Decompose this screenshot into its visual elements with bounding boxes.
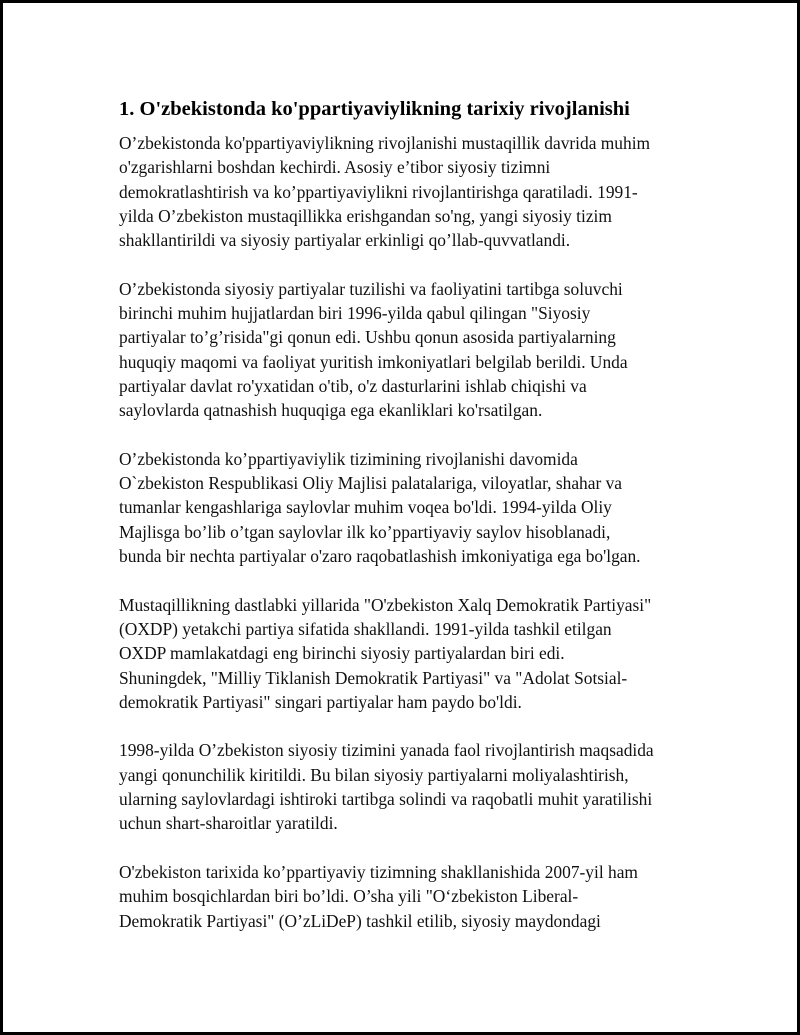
text-line: O'zbekiston tarixida ko’ppartiyaviy tizimning shakllanishida 2007-yil ham [119, 861, 638, 882]
text-line: shakllantirildi va siyosiy partiyalar erkinligi qo’llab-quvvatlandi. [119, 230, 571, 251]
text-line: O`zbekiston Respublikasi Oliy Majlisi palatalariga, viloyatlar, shahar va [119, 473, 623, 494]
text-line: Shuningdek, "Milliy Tiklanish Demokratik Partiyasi" va "Adolat Sotsial- [119, 667, 628, 688]
paragraph-4 [119, 593, 717, 714]
paragraph-6 [119, 860, 717, 933]
text-line: uchun shart-sharoitlar yaratildi. [119, 813, 338, 834]
text-line: Majlisga bo’lib o’tgan saylovlar ilk ko’ppartiyaviy saylov hisoblanadi, [119, 521, 611, 542]
text-line: saylovlarda qatnashish huquqiga ega ekanliklari ko'rsatilgan. [119, 400, 543, 421]
paragraph-5 [119, 738, 717, 835]
text-line: ularning saylovlardagi ishtiroki tartibga solindi va raqobatli muhit yaratilishi [119, 789, 653, 810]
text-line: Mustaqillikning dastlabki yillarida "O'zbekiston Xalq Demokratik Partiyasi" [119, 594, 652, 615]
text-line: demokratlashtirish va ko’ppartiyaviylikni rivojlantirishga qaratiladi. 1991- [119, 181, 638, 202]
text-line: yangi qonunchilik kiritildi. Bu bilan siyosiy partiyalarni moliyalashtirish, [119, 764, 629, 785]
text-line: O’zbekistonda ko'ppartiyaviylikning rivojlanishi mustaqillik davrida muhim [119, 133, 651, 153]
paragraph-3 [119, 447, 717, 568]
text-line: muhim bosqichlardan biri bo’ldi. O’sha yili "O‘zbekiston Liberal- [119, 886, 579, 907]
section-heading: 1. O'zbekistonda ko'ppartiyaviylikning tarixiy rivojlanishi [119, 98, 630, 120]
text-line: OXDP mamlakatdagi eng birinchi siyosiy partiyalardan biri edi. [119, 643, 565, 664]
text-line: yilda O’zbekiston mustaqillikka erishgandan so'ng, yangi siyosiy tizim [119, 205, 612, 226]
text-line: O’zbekistonda siyosiy partiyalar tuzilishi va faoliyatini tartibga soluvchi [119, 278, 623, 299]
text-line: (OXDP) yetakchi partiya sifatida shakllandi. 1991-yilda tashkil etilgan [119, 618, 612, 639]
text-line: Demokratik Partiyasi" (O’zLiDeP) tashkil etilib, siyosiy maydondagi [119, 910, 601, 931]
paragraph-1 [119, 131, 717, 252]
text-line: O’zbekistonda ko’ppartiyaviylik tizimining rivojlanishi davomida [119, 448, 578, 469]
text-line: partiyalar to’g’risida"gi qonun edi. Ushbu qonun asosida partiyalarning [119, 327, 616, 348]
text-line: 1998-yilda O’zbekiston siyosiy tizimini yanada faol rivojlantirish maqsadida [119, 740, 654, 761]
text-line: o'zgarishlarni boshdan kechirdi. Asosiy e’tibor siyosiy tizimni [119, 157, 551, 178]
text-line: tumanlar kengashlariga saylovlar muhim voqea bo'ldi. 1994-yilda Oliy [119, 497, 612, 518]
paragraph-2 [119, 277, 717, 423]
text-line: demokratik Partiyasi" singari partiyalar ham paydo bo'ldi. [119, 691, 522, 712]
text-line: bunda bir nechta partiyalar o'zaro raqobatlashish imkoniyatiga ega bo'lgan. [119, 546, 641, 567]
text-line: huquqiy maqomi va faoliyat yuritish imkoniyatlari belgilab berildi. Unda [119, 351, 628, 372]
text-line: birinchi muhim hujjatlardan biri 1996-yilda qabul qilingan "Siyosiy [119, 303, 591, 324]
text-line: partiyalar davlat ro'yxatidan o'tib, o'z dasturlarini ishlab chiqishi va [119, 375, 587, 396]
